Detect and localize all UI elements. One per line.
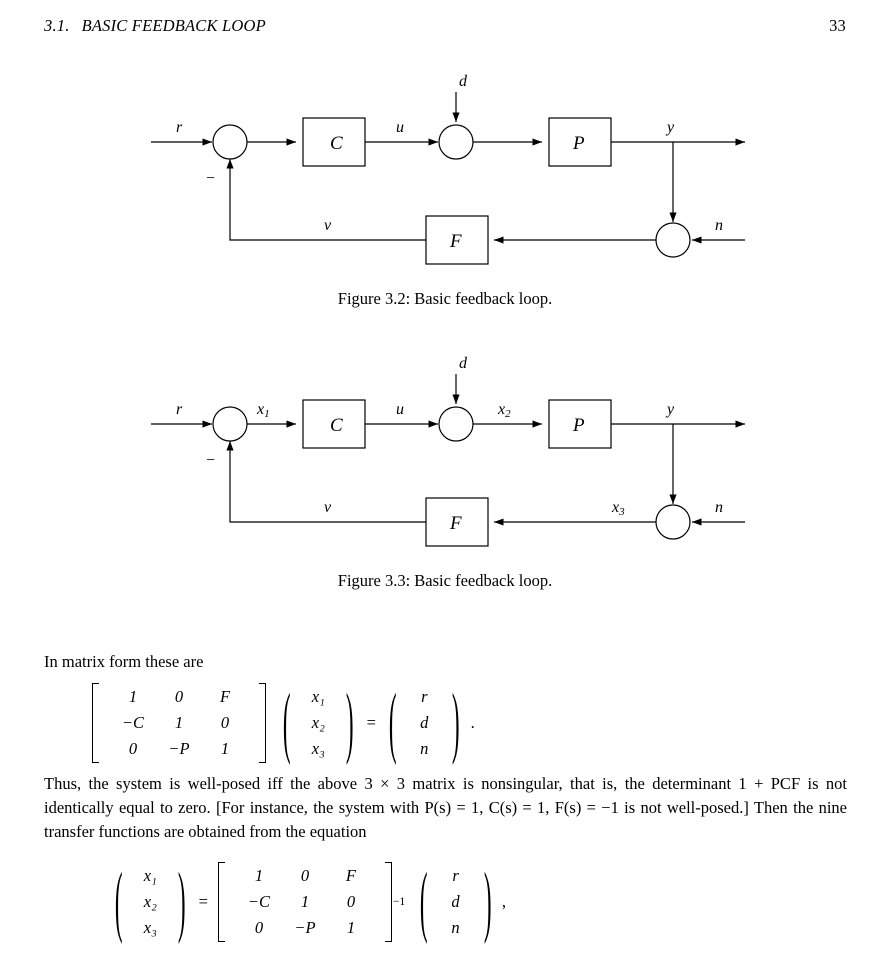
label-r: r <box>176 119 183 136</box>
equals-sign: = <box>366 713 376 732</box>
vector-cell: d <box>451 892 460 911</box>
matrix-cell: −C <box>247 892 271 911</box>
label-r: r <box>176 401 183 418</box>
figure-3-2-caption: Figure 3.2: Basic feedback loop. <box>337 289 553 308</box>
wellposed-paragraph: Thus, the system is well-posed iff the above 3 × 3 matrix is nonsingular, that is, the determinant 1 + PCF is not identically equal to zero. [For instance, the system with P(s) = 1, C(s) = 1, F(s) = −1 is not well-posed.] Then the nine transfer functions are obtained from the equation <box>44 774 847 841</box>
matrix-cell: F <box>345 866 357 885</box>
block-label-C: C <box>330 133 343 154</box>
intro-paragraph: In matrix form these are <box>44 652 204 671</box>
header-section-title: BASIC FEEDBACK LOOP <box>81 16 266 35</box>
system-matrix <box>92 683 266 763</box>
label-y: y <box>667 119 675 136</box>
label-d: d <box>459 73 467 90</box>
vector-cell: x₃ <box>311 739 325 758</box>
matrix-exponent: −1 <box>392 896 406 908</box>
label-u: u <box>396 401 404 418</box>
input-vector <box>417 855 494 946</box>
header-section-number: 3.1. <box>44 16 70 35</box>
label-n: n <box>715 217 723 234</box>
block-label-P: P <box>573 133 585 154</box>
matrix-cell: 0 <box>300 866 310 885</box>
figure-3-2-diagram <box>0 60 890 290</box>
vector-cell: x₃ <box>143 918 157 937</box>
vector-cell: x₁ <box>143 866 157 885</box>
matrix-cell: 1 <box>346 918 356 937</box>
vector-cell: x₂ <box>143 892 157 911</box>
matrix-cell: 0 <box>254 918 264 937</box>
input-vector <box>386 676 463 767</box>
paren-left: ( <box>282 676 291 767</box>
vector-cell: x₂ <box>311 713 325 732</box>
bracket-right <box>382 862 392 942</box>
matrix-cell: −P <box>168 739 190 758</box>
label-v: v <box>324 499 332 516</box>
block-label-P: P <box>573 415 585 436</box>
paren-left: ( <box>420 855 428 946</box>
label-x2: x2 <box>498 401 511 420</box>
equation-transfer-functions <box>112 855 506 946</box>
paren-right: ) <box>483 855 492 946</box>
matrix-cell: 1 <box>300 892 310 911</box>
bracket-right <box>256 683 266 763</box>
paren-right: ) <box>178 855 186 946</box>
figure-3-3 <box>0 342 890 572</box>
figure-3-2 <box>0 60 890 290</box>
vector-cell: x₁ <box>311 687 325 706</box>
vector-cell: r <box>421 687 428 706</box>
label-n: n <box>715 499 723 516</box>
figure-3-3-caption: Figure 3.3: Basic feedback loop. <box>337 571 553 590</box>
bracket-left <box>218 862 228 942</box>
matrix-cell: 0 <box>220 713 230 732</box>
paren-right: ) <box>346 676 354 767</box>
label-u: u <box>396 119 404 136</box>
page-number: 33 <box>829 16 846 35</box>
matrix-cell: 1 <box>128 687 138 706</box>
equation-trailing-punct: , <box>501 892 506 911</box>
paren-left: ( <box>388 676 397 767</box>
equation-matrix-form <box>92 676 475 767</box>
paren-right: ) <box>452 676 460 767</box>
label-v: v <box>324 217 332 234</box>
label-y: y <box>667 401 675 418</box>
block-label-F: F <box>450 231 462 252</box>
label-minus: − <box>206 452 216 469</box>
matrix-cell: 1 <box>254 866 264 885</box>
matrix-cell: 1 <box>220 739 230 758</box>
vector-cell: n <box>420 739 429 758</box>
label-minus: − <box>206 170 216 187</box>
equals-sign: = <box>198 892 208 911</box>
state-vector <box>112 855 189 946</box>
vector-cell: r <box>452 866 459 885</box>
system-matrix-inverse <box>218 862 405 942</box>
running-header <box>44 16 846 36</box>
matrix-cell: −P <box>294 918 316 937</box>
bracket-left <box>92 683 102 763</box>
paren-left: ( <box>114 855 123 946</box>
block-label-C: C <box>330 415 343 436</box>
figure-3-3-diagram <box>0 342 890 572</box>
matrix-cell: 0 <box>174 687 184 706</box>
label-x3: x3 <box>612 499 625 518</box>
matrix-cell: −C <box>121 713 145 732</box>
matrix-cell: 1 <box>174 713 184 732</box>
equation-trailing-punct: . <box>470 713 475 732</box>
label-d: d <box>459 355 467 372</box>
vector-cell: n <box>451 918 460 937</box>
state-vector <box>280 676 357 767</box>
matrix-cell: F <box>219 687 231 706</box>
vector-cell: d <box>420 713 429 732</box>
matrix-cell: 0 <box>346 892 356 911</box>
label-x1: x1 <box>257 401 270 420</box>
block-label-F: F <box>450 513 462 534</box>
matrix-cell: 0 <box>128 739 138 758</box>
